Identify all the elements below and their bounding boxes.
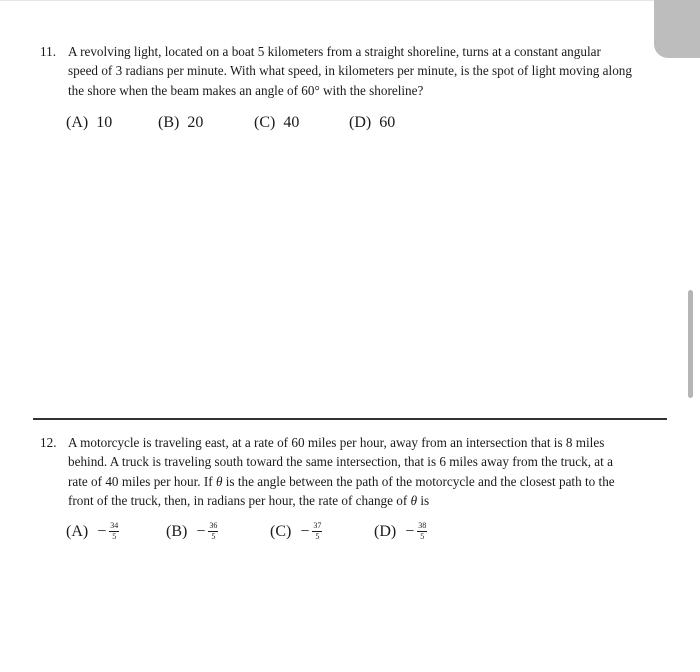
scrollbar-thumb[interactable] [688, 290, 693, 398]
denominator: 5 [420, 532, 425, 541]
choice-label: (C) [270, 522, 292, 540]
question-line: rate of 40 miles per hour. If θ is the angle between the path of the motorcycle and the closest path to the [68, 473, 615, 489]
choice-value: 10 [96, 114, 113, 131]
choice-d[interactable] [374, 522, 427, 541]
question-text [68, 42, 663, 100]
choice-label: (A) [66, 522, 89, 540]
fraction [109, 522, 119, 541]
numerator: 37 [313, 521, 322, 530]
choice-a[interactable] [66, 114, 112, 132]
numerator: 36 [209, 521, 218, 530]
choice-label: (C) [254, 114, 276, 131]
minus-sign: − [97, 522, 107, 540]
choice-b[interactable] [166, 522, 218, 541]
denominator: 5 [315, 532, 320, 541]
choice-label: (D) [374, 522, 397, 540]
fraction [312, 522, 322, 541]
question-line: the shore when the beam makes an angle of 60° with the shoreline? [68, 82, 424, 98]
fraction [208, 522, 218, 541]
denominator: 5 [211, 532, 216, 541]
question-line: front of the truck, then, in radians per hour, the rate of change of θ is [68, 492, 430, 508]
denominator: 5 [112, 532, 117, 541]
choice-value: 20 [187, 114, 204, 131]
choice-label: (A) [66, 114, 89, 131]
fraction [417, 522, 427, 541]
question-line: A revolving light, located on a boat 5 kilometers from a straight shoreline, turns at a constant angular [68, 44, 601, 59]
question-number: 11. [40, 44, 56, 59]
top-border [0, 0, 700, 1]
minus-sign: − [300, 522, 310, 540]
choice-b[interactable] [158, 114, 203, 132]
question-text [68, 433, 663, 510]
choice-value: 40 [283, 114, 300, 131]
question-line: speed of 3 radians per minute. With what speed, in kilometers per minute, is the spot of light moving along [68, 63, 632, 79]
choice-label: (D) [349, 114, 372, 131]
choice-c[interactable] [270, 522, 322, 541]
minus-sign: − [405, 522, 415, 540]
question-number: 12. [40, 435, 57, 450]
question-line: behind. A truck is traveling south toward the same intersection, that is 6 miles away from the truck, at a [68, 454, 613, 470]
section-divider [33, 418, 667, 420]
choice-d[interactable] [349, 114, 395, 132]
theta-symbol: θ [215, 473, 223, 489]
choice-c[interactable] [254, 114, 299, 132]
choice-label: (B) [166, 522, 188, 540]
choice-a[interactable] [66, 522, 119, 541]
choice-value: 60 [379, 114, 396, 131]
minus-sign: − [196, 522, 206, 540]
theta-symbol: θ [410, 492, 418, 508]
numerator: 38 [418, 521, 427, 530]
choice-label: (B) [158, 114, 180, 131]
question-line: A motorcycle is traveling east, at a rate of 60 miles per hour, away from an intersection that is 8 miles [68, 435, 605, 450]
numerator: 34 [110, 521, 119, 530]
